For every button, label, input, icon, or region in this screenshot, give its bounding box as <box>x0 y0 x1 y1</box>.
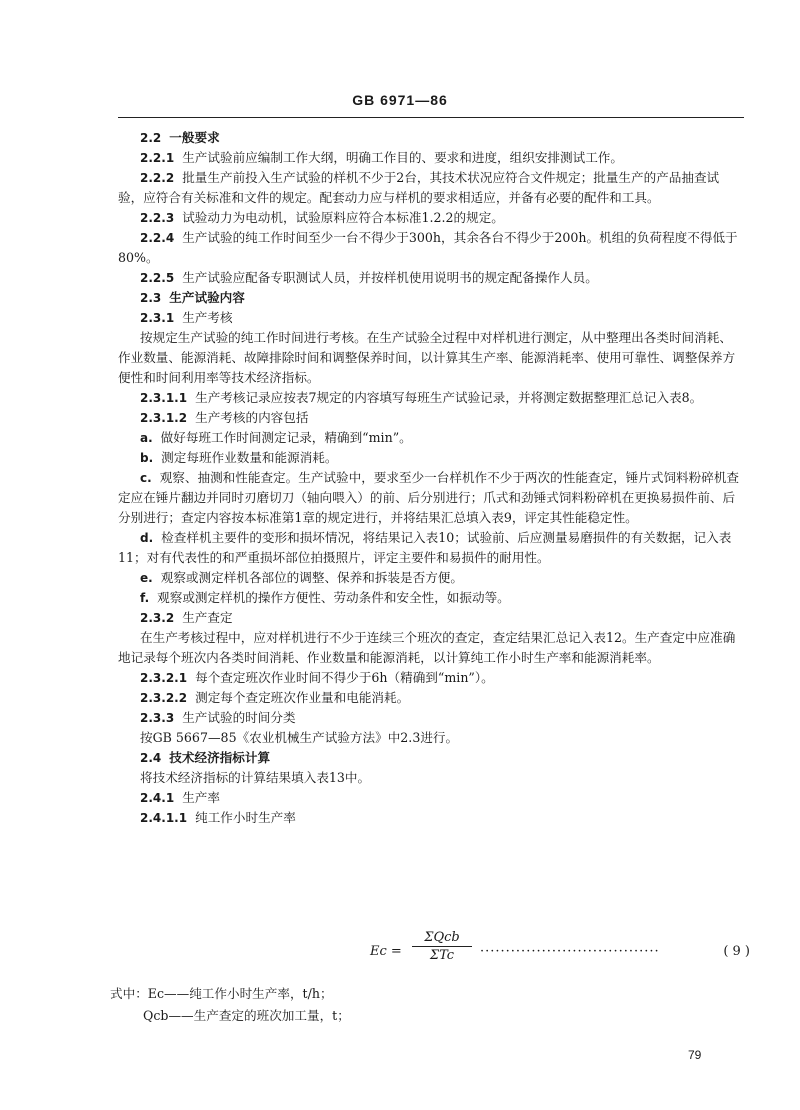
formula-lhs: Ec = <box>370 944 402 959</box>
section-heading: 2.3 生产试验内容 <box>140 290 245 305</box>
clause: 2.2.1 生产试验前应编制工作大纲，明确工作目的、要求和进度，组织安排测试工作。 <box>140 150 623 165</box>
symbol-definitions <box>110 983 350 1027</box>
page-number: 79 <box>688 1048 702 1062</box>
leader-dots: ··································· <box>480 944 660 959</box>
paragraph: 在生产考核过程中，应对样机进行不少于连续三个班次的查定，查定结果汇总记入表12。生产查定中应准确地记录每个班次内各类时间消耗、作业数量和能源消耗，以计算纯工作小时生产率和能源消耗率。 <box>118 630 736 665</box>
paragraph: 按GB 5667—85《农业机械生产试验方法》中2.3进行。 <box>140 730 459 745</box>
formula-denominator: ΣTc <box>429 948 455 963</box>
formula-fraction <box>412 930 472 963</box>
subsection-heading: 2.3.1 生产考核 <box>140 310 233 325</box>
body-text <box>118 128 744 828</box>
header-rule <box>118 117 744 118</box>
list-item: d. 检查样机主要件的变形和损坏情况，将结果记入表10；试验前、后应测量易磨损件的有关数据，记入表11；对有代表性的和严重损坏部位拍摄照片，评定主要件和易损件的耐用性。 <box>118 530 732 565</box>
definition-line: 式中：Ec——纯工作小时生产率，t/h； <box>110 986 333 1001</box>
subsection-heading: 2.4.1.1 纯工作小时生产率 <box>140 810 296 825</box>
list-item: f. 观察或测定样机的操作方便性、劳动条件和安全性，如振动等。 <box>140 590 510 605</box>
paragraph: 按规定生产试验的纯工作时间进行考核。在生产试验全过程中对样机进行测定，从中整理出各类时间消耗、作业数量、能源消耗、故障排除时间和调整保养时间，以计算其生产率、能源消耗率、使用可靠性、调整保养方便性和时间利用率等技术经济指标。 <box>118 330 736 385</box>
list-item: e. 观察或测定样机各部位的调整、保养和拆装是否方便。 <box>140 570 463 585</box>
subsection-heading: 2.3.3 生产试验的时间分类 <box>140 710 296 725</box>
clause: 2.2.2 批量生产前投入生产试验的样机不少于2台，其技术状况应符合文件规定；批量生产的产品抽查试验，应符合有关标准和文件的规定。配套动力应与样机的要求相适应，并备有必要的配件和工具。 <box>118 170 720 205</box>
clause: 2.2.3 试验动力为电动机，试验原料应符合本标准1.2.2的规定。 <box>140 210 504 225</box>
clause: 2.3.2.2 测定每个查定班次作业量和电能消耗。 <box>140 690 410 705</box>
fraction-bar <box>412 946 472 947</box>
clause: 2.3.2.1 每个查定班次作业时间不得少于6h（精确到“min”）。 <box>140 670 494 685</box>
section-heading: 2.2 一般要求 <box>140 130 220 145</box>
list-item: c. 观察、抽测和性能查定。生产试验中，要求至少一台样机作不少于两次的性能查定，锤片式饲料粉碎机查定应在锤片翻边并同时刃磨切刀（轴向喂入）的前、后分别进行；爪式和劲锤式饲料粉碎机在更换易损件前、后分别进行；查定内容按本标准第1章的规定进行，并将结果汇总填入表9，评定其性能稳定性。 <box>118 470 739 525</box>
list-item: a. 做好每班工作时间测定记录，精确到“min”。 <box>140 430 412 445</box>
subsection-heading: 2.4.1 生产率 <box>140 790 220 805</box>
clause: 2.3.1.1 生产考核记录应按表7规定的内容填写每班生产试验记录，并将测定数据整理汇总记入表8。 <box>140 390 703 405</box>
productivity-formula <box>370 930 750 974</box>
clause: 2.2.4 生产试验的纯工作时间至少一台不得少于300h，其余各台不得少于200h。机组的负荷程度不得低于80%。 <box>118 230 738 265</box>
subsection-heading: 2.3.1.2 生产考核的内容包括 <box>140 410 309 425</box>
equation-number: ( 9 ) <box>723 944 750 959</box>
formula-numerator: ΣQcb <box>424 930 460 945</box>
subsection-heading: 2.3.2 生产查定 <box>140 610 233 625</box>
list-item: b. 测定每班作业数量和能源消耗。 <box>140 450 338 465</box>
paragraph: 将技术经济指标的计算结果填入表13中。 <box>140 770 371 785</box>
definition-line: Qcb——生产查定的班次加工量，t； <box>143 1008 350 1023</box>
standard-code-header: GB 6971—86 <box>352 92 448 108</box>
section-heading: 2.4 技术经济指标计算 <box>140 750 271 765</box>
clause: 2.2.5 生产试验应配备专职测试人员，并按样机使用说明书的规定配备操作人员。 <box>140 270 598 285</box>
